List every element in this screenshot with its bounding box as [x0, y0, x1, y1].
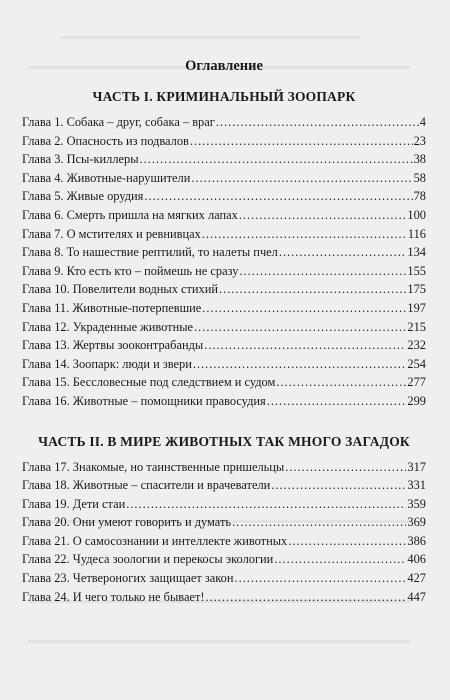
- toc-entry[interactable]: [22, 243, 426, 262]
- dot-leader: [216, 113, 419, 132]
- chapter-title: Глава 9. Кто есть кто – поймешь не сразу: [22, 263, 239, 278]
- chapter-title: Глава 1. Собака – друг, собака – враг: [22, 115, 215, 129]
- page-number: 386: [407, 533, 426, 548]
- show-through-line: [60, 36, 360, 39]
- chapter-title: Глава 14. Зоопарк: люди и звери: [22, 356, 192, 371]
- page-number: 359: [407, 496, 426, 511]
- dot-leader: [144, 187, 412, 206]
- chapter-title: Глава 24. И чего только не бывает!: [22, 589, 205, 604]
- page-number: 78: [413, 189, 426, 204]
- dot-leader: [219, 280, 406, 299]
- toc-entry[interactable]: [22, 588, 426, 607]
- chapter-title: Глава 23. Четвероногих защищает закон: [22, 571, 234, 586]
- toc-entry[interactable]: [22, 113, 426, 132]
- page-number: 116: [407, 226, 426, 241]
- part-heading: ЧАСТЬ I. КРИМИНАЛЬНЫЙ ЗООПАРК: [92, 89, 356, 104]
- page-number: 427: [407, 571, 426, 586]
- toc-entry[interactable]: [22, 262, 426, 281]
- toc-entry[interactable]: [22, 532, 426, 551]
- chapter-title: Глава 8. То нашествие рептилий, то налеты пчел: [22, 245, 278, 260]
- toc-entry[interactable]: [22, 280, 426, 299]
- part-heading: ЧАСТЬ II. В МИРЕ ЖИВОТНЫХ ТАК МНОГО ЗАГАДОК: [38, 433, 410, 449]
- dot-leader: [191, 169, 412, 188]
- dot-leader: [267, 392, 407, 411]
- page-number: 254: [407, 356, 426, 371]
- chapter-title: Глава 2. Опасность из подвалов: [22, 133, 189, 148]
- page-number: 100: [407, 207, 426, 222]
- toc-entry[interactable]: [22, 550, 426, 569]
- toc-entry[interactable]: [22, 206, 426, 225]
- chapter-title: Глава 3. Псы-киллеры: [22, 152, 139, 167]
- chapter-list: [22, 113, 426, 411]
- chapter-title: Глава 20. Они умеют говорить и думать: [22, 515, 232, 530]
- toc-entry[interactable]: [22, 373, 426, 392]
- dot-leader: [279, 243, 407, 262]
- toc-entry[interactable]: [22, 225, 426, 244]
- chapter-title: Глава 15. Бессловесные под следствием и судом: [22, 375, 276, 390]
- page-number: 23: [413, 133, 426, 148]
- page-number: 197: [407, 300, 426, 315]
- dot-leader: [274, 550, 406, 569]
- chapter-title: Глава 19. Дети стаи: [22, 496, 126, 511]
- dot-leader: [190, 132, 413, 151]
- page-number: 38: [413, 152, 426, 167]
- toc-entry[interactable]: [22, 355, 426, 374]
- chapter-title: Глава 13. Жертвы зооконтрабанды: [22, 338, 204, 353]
- chapter-title: Глава 16. Животные – помощники правосудия: [22, 393, 266, 408]
- show-through-line: [28, 600, 410, 603]
- toc-entry[interactable]: [22, 458, 426, 477]
- dot-leader: [140, 150, 413, 169]
- dot-leader: [204, 336, 406, 355]
- chapter-title: Глава 22. Чудеса зоологии и перекосы экологии: [22, 552, 274, 567]
- page-number: 215: [407, 319, 426, 334]
- dot-leader: [194, 318, 406, 337]
- chapter-title: Глава 4. Животные-нарушители: [22, 170, 191, 185]
- chapter-title: Глава 21. О самосознании и интеллекте животных: [22, 533, 288, 548]
- page-number: 175: [407, 282, 426, 297]
- toc-entry[interactable]: [22, 132, 426, 151]
- dot-leader: [126, 495, 406, 514]
- show-through-line: [28, 66, 410, 69]
- dot-leader: [276, 373, 406, 392]
- dot-leader: [288, 532, 406, 551]
- chapter-title: Глава 6. Смерть пришла на мягких лапах: [22, 207, 238, 222]
- page-number: 155: [407, 263, 426, 278]
- page-number: 299: [407, 393, 426, 408]
- page-number: 447: [407, 589, 426, 604]
- page-number: 317: [407, 459, 426, 474]
- dot-leader: [271, 476, 406, 495]
- toc-entry[interactable]: [22, 569, 426, 588]
- dot-leader: [239, 206, 407, 225]
- dot-leader: [193, 355, 407, 374]
- chapter-title: Глава 11. Животные-потерпевшие: [22, 300, 202, 315]
- page-number: 4: [419, 115, 426, 129]
- toc-entry[interactable]: [22, 150, 426, 169]
- toc-entry[interactable]: [22, 299, 426, 318]
- page-number: 134: [407, 245, 426, 260]
- toc-entry[interactable]: [22, 476, 426, 495]
- toc-entry[interactable]: [22, 336, 426, 355]
- dot-leader: [285, 458, 406, 477]
- chapter-title: Глава 17. Знакомые, но таинственные пришельцы: [22, 459, 285, 474]
- chapter-title: Глава 5. Живые орудия: [22, 189, 144, 204]
- chapter-title: Глава 18. Животные – спасители и врачеватели: [22, 478, 271, 493]
- page-number: 369: [407, 515, 426, 530]
- toc-entry[interactable]: [22, 392, 426, 411]
- toc-title: Оглавление: [185, 58, 263, 74]
- show-through-line: [28, 640, 410, 643]
- page-number: 58: [413, 170, 426, 185]
- dot-leader: [206, 588, 407, 607]
- dot-leader: [234, 569, 406, 588]
- toc-entry[interactable]: [22, 187, 426, 206]
- page-number: 277: [407, 375, 426, 390]
- part-1: [22, 89, 426, 411]
- dot-leader: [239, 262, 406, 281]
- show-through-line: [28, 520, 410, 523]
- page-number: 232: [407, 338, 426, 353]
- dot-leader: [202, 225, 407, 244]
- chapter-title: Глава 10. Повелители водных стихий: [22, 282, 219, 297]
- toc-entry[interactable]: [22, 169, 426, 188]
- chapter-title: Глава 7. О мстителях и ревнивцах: [22, 226, 201, 241]
- chapter-title: Глава 12. Украденные животные: [22, 319, 194, 334]
- page-number: 406: [407, 552, 426, 567]
- toc-entry[interactable]: [22, 495, 426, 514]
- toc-entry[interactable]: [22, 318, 426, 337]
- dot-leader: [202, 299, 406, 318]
- chapter-list: [22, 458, 426, 607]
- page-number: 331: [407, 478, 426, 493]
